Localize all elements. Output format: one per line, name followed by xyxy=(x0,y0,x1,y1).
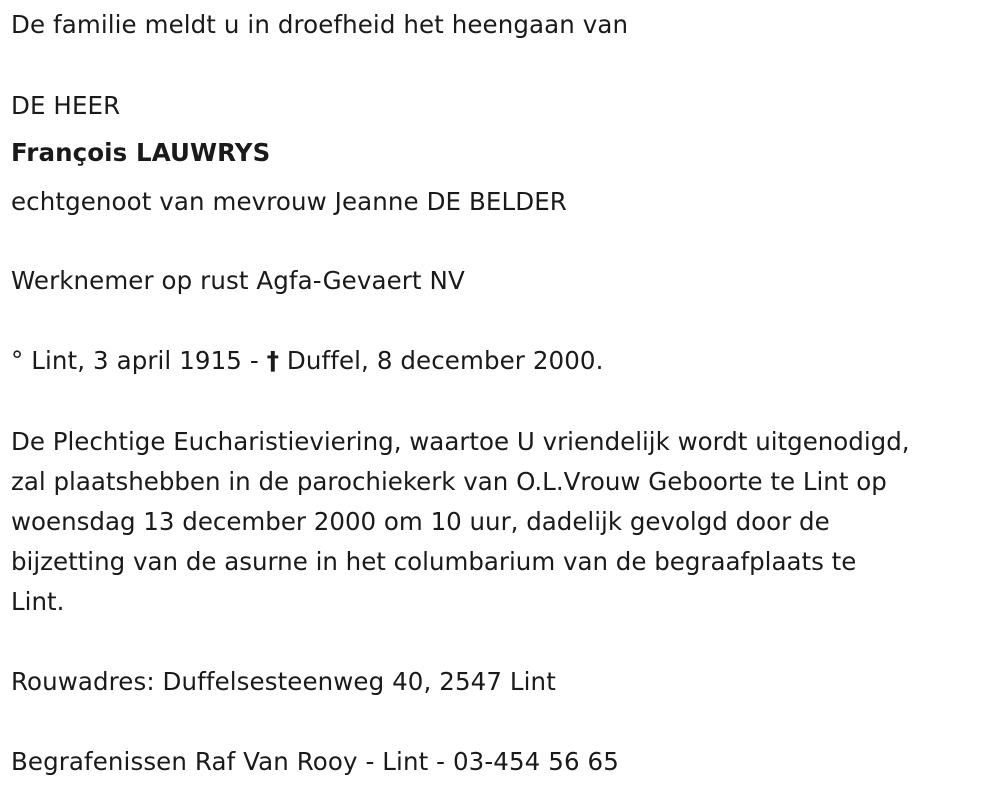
ceremony-line: zal plaatshebben in de parochiekerk van O.L.Vrouw Geboorte te Lint op xyxy=(11,467,887,496)
ceremony-line: woensdag 13 december 2000 om 10 uur, dadelijk gevolgd door de xyxy=(11,507,830,536)
ceremony-line: bijzetting van de asurne in het columbarium van de begraafplaats te xyxy=(11,547,857,576)
mourning-address: Rouwadres: Duffelsesteenweg 40, 2547 Lint xyxy=(11,667,556,696)
ceremony-line: De Plechtige Eucharistieviering, waartoe U vriendelijk wordt uitgenodigd, xyxy=(11,427,910,456)
deceased-name: François LAUWRYS xyxy=(11,138,271,167)
birth-info: ° Lint, 3 april 1915 - xyxy=(11,346,267,375)
honorific: DE HEER xyxy=(11,91,121,120)
intro-text: De familie meldt u in droefheid het heengaan van xyxy=(11,10,629,39)
ceremony-line: Lint. xyxy=(11,587,65,616)
death-info: Duffel, 8 december 2000. xyxy=(279,346,604,375)
ceremony-paragraph xyxy=(11,422,910,622)
spouse-line: echtgenoot van mevrouw Jeanne DE BELDER xyxy=(11,187,567,216)
occupation-line: Werknemer op rust Agfa-Gevaert NV xyxy=(11,266,465,295)
cross-icon: † xyxy=(266,346,280,375)
dates-line xyxy=(11,341,603,381)
undertaker-line: Begrafenissen Raf Van Rooy - Lint - 03-454 56 65 xyxy=(11,747,619,776)
